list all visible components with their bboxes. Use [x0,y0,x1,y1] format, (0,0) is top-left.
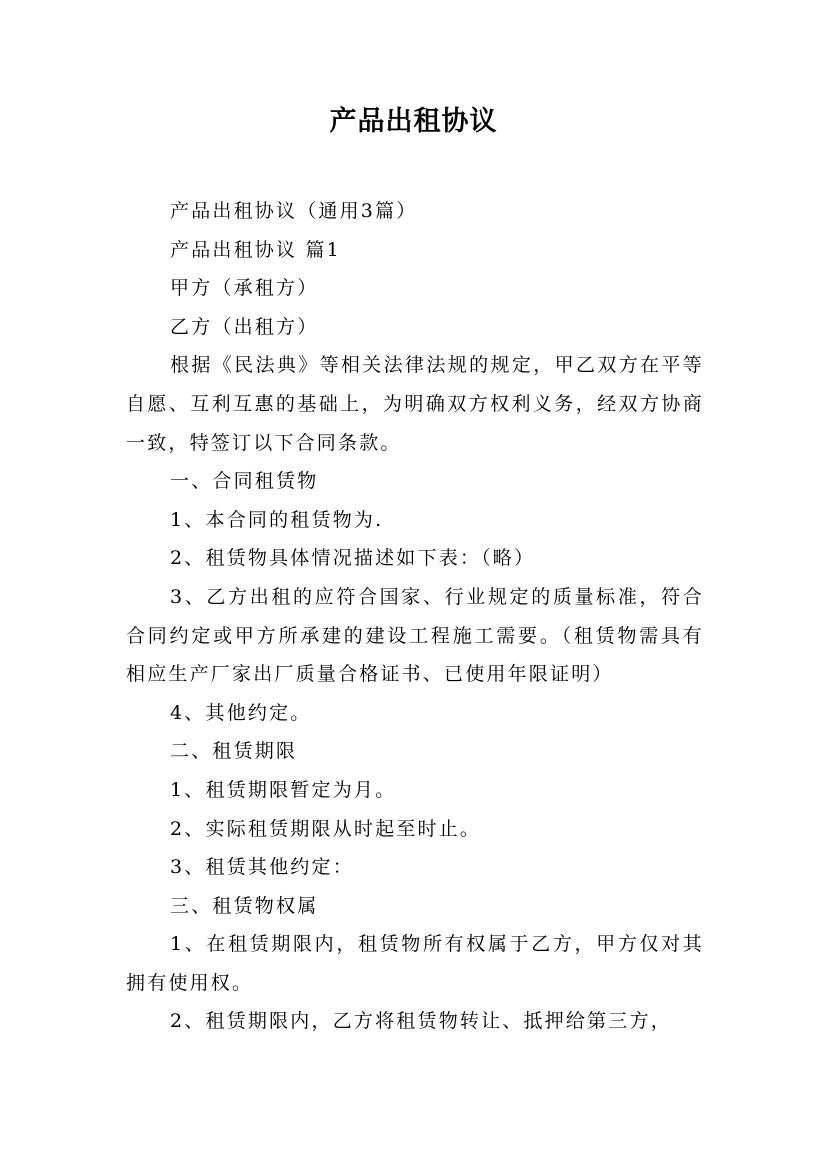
clause-1-4: 4、其他约定。 [170,701,312,724]
section-heading-3: 三、租赁物权属 [170,894,319,917]
clause-3-1: 1、在租赁期限内，租赁物所有权属于乙方，甲方仅对其拥有使用权。 [126,933,704,994]
document-title: 产品出租协议 [329,106,498,137]
clause-1-1: 1、本合同的租赁物为. [170,508,384,531]
clause-3-2: 2、租赁期限内，乙方将租赁物转让、抵押给第三方， [170,1010,672,1033]
clause-1-2: 2、租赁物具体情况描述如下表：（略） [170,547,536,570]
section-heading-2: 二、租赁期限 [170,740,298,763]
document-body [126,192,704,1041]
clause-2-3: 3、租赁其他约定： [170,856,354,879]
paragraph-preamble: 根据《民法典》等相关法律法规的规定，甲乙双方在平等自愿、互利互惠的基础上，为明确双方权利义务，经双方协商一致，特签订以下合同条款。 [126,354,704,454]
paragraph-subtitle: 产品出租协议（通用3篇） [170,200,418,222]
section-heading-1: 一、合同租赁物 [170,470,319,493]
clause-2-1: 1、租赁期限暂定为月。 [170,778,397,801]
paragraph-part-heading: 产品出租协议 篇1 [170,238,341,261]
clause-1-3: 3、乙方出租的应符合国家、行业规定的质量标准，符合合同约定或甲方所承建的建设工程施工需要。（租赁物需具有相应生产厂家出厂质量合格证书、已使用年限证明） [126,585,704,686]
paragraph-party-b: 乙方（出租方） [170,315,319,338]
paragraph-party-a: 甲方（承租方） [170,277,319,300]
clause-2-2: 2、实际租赁期限从时起至时止。 [170,817,482,840]
